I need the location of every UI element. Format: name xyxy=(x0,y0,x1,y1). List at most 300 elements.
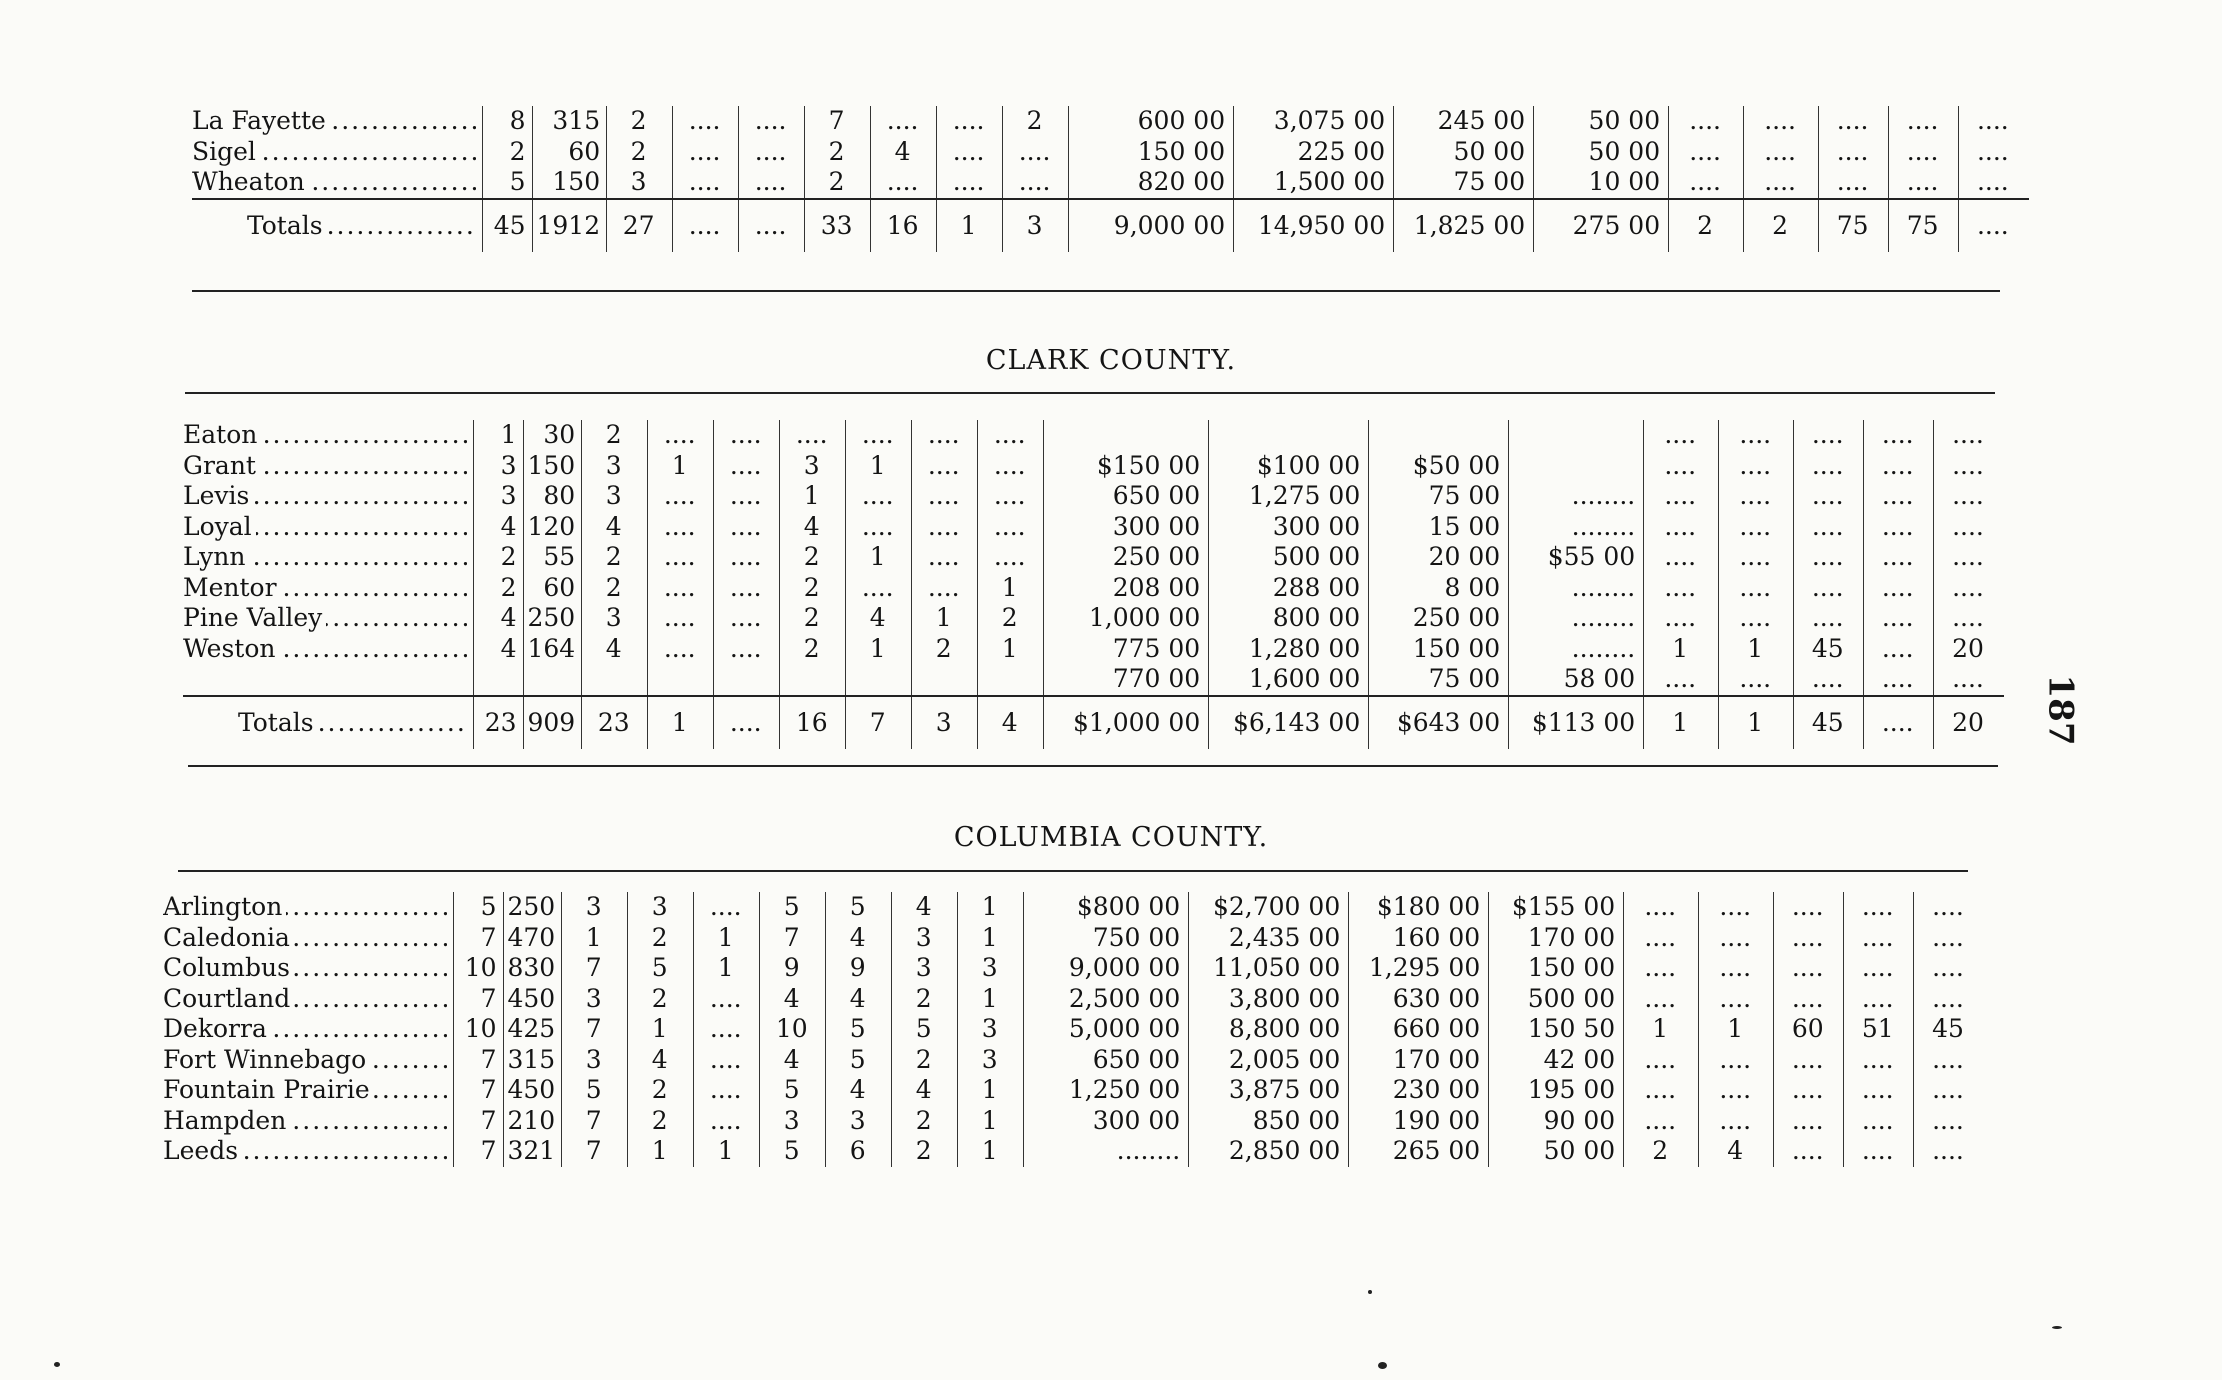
table-cell: .... xyxy=(1934,542,2004,573)
table-cell: 23 xyxy=(582,696,648,749)
table-cell: .... xyxy=(1699,984,1774,1015)
table-row xyxy=(183,542,2004,573)
table-row xyxy=(183,634,2004,665)
table-cell: .... xyxy=(648,512,714,543)
table-cell: .... xyxy=(1624,1106,1699,1137)
table-cell: 1,500 00 xyxy=(1234,167,1394,199)
table-cell: .... xyxy=(714,481,780,512)
table-cell: .... xyxy=(1889,137,1959,168)
table-cell: 4 xyxy=(473,512,523,543)
table-cell: 1 xyxy=(1719,696,1794,749)
table-cell: 321 xyxy=(503,1136,562,1167)
table-cell: $100 00 xyxy=(1209,451,1369,482)
table-cell: 60 xyxy=(523,573,582,604)
table-cell: 5 xyxy=(760,1075,826,1106)
row-label: Caledonia xyxy=(163,923,294,952)
table-cell: 3 xyxy=(473,481,523,512)
table-cell: 170 00 xyxy=(1489,923,1624,954)
table-cell: .... xyxy=(1624,1045,1699,1076)
table-cell: .... xyxy=(648,420,714,451)
table-row xyxy=(183,603,2004,634)
table-cell: 75 00 xyxy=(1369,481,1509,512)
table-cell: 1 xyxy=(648,696,714,749)
columbia-county-heading: COLUMBIA COUNTY. xyxy=(953,822,1269,853)
table-cell: 4 xyxy=(628,1045,694,1076)
table-row xyxy=(163,1136,1984,1167)
table-cell: 2 xyxy=(582,542,648,573)
table-cell xyxy=(523,664,582,696)
table-cell: 150 00 xyxy=(1489,953,1624,984)
table-row xyxy=(163,984,1984,1015)
table-cell: .... xyxy=(937,137,1003,168)
table-cell: 830 xyxy=(503,953,562,984)
table-cell: .... xyxy=(1744,137,1819,168)
table-cell: 1 xyxy=(958,1075,1024,1106)
table-cell: .... xyxy=(1744,106,1819,137)
table-cell: 1 xyxy=(694,923,760,954)
table-cell xyxy=(846,664,912,696)
table-cell: .... xyxy=(1774,923,1844,954)
table-cell: 1,275 00 xyxy=(1209,481,1369,512)
table-cell xyxy=(780,664,846,696)
table-cell: .... xyxy=(1644,603,1719,634)
table-cell: 20 xyxy=(1934,696,2004,749)
table-cell: 45 xyxy=(482,199,532,252)
table-cell: 7 xyxy=(760,923,826,954)
table-cell: .... xyxy=(978,451,1044,482)
table-cell: 3 xyxy=(826,1106,892,1137)
table-cell: 5 xyxy=(482,167,532,199)
table-cell: 5 xyxy=(628,953,694,984)
table-cell: 2 xyxy=(805,137,871,168)
table-cell: 4 xyxy=(473,603,523,634)
table-cell: 2 xyxy=(607,106,673,137)
table-cell: .... xyxy=(1934,603,2004,634)
table-cell: 5 xyxy=(562,1075,628,1106)
table-cell: 500 00 xyxy=(1489,984,1624,1015)
table-cell: 300 00 xyxy=(1209,512,1369,543)
table-cell: 8 00 xyxy=(1369,573,1509,604)
table-row xyxy=(192,137,2029,168)
table-cell: .... xyxy=(1719,542,1794,573)
table-cell: .... xyxy=(648,634,714,665)
table-cell: .... xyxy=(1719,603,1794,634)
table-cell: 9,000 00 xyxy=(1069,199,1234,252)
table-cell: .... xyxy=(1719,451,1794,482)
table-cell: .... xyxy=(1699,1045,1774,1076)
table-cell: .... xyxy=(1819,106,1889,137)
table-cell: 45 xyxy=(1794,634,1864,665)
table-cell: 3 xyxy=(562,1045,628,1076)
table-cell: 23 xyxy=(473,696,523,749)
table-cell: 4 xyxy=(892,892,958,923)
table-cell: .... xyxy=(846,481,912,512)
table-cell: .... xyxy=(1719,664,1794,696)
table-cell: 3 xyxy=(582,481,648,512)
table-row xyxy=(192,167,2029,199)
table-cell: .... xyxy=(1699,1106,1774,1137)
table-cell: 450 xyxy=(503,984,562,1015)
table-cell: .... xyxy=(1864,634,1934,665)
table-cell: 60 xyxy=(1774,1014,1844,1045)
table-cell: 2 xyxy=(1003,106,1069,137)
table-cell: 600 00 xyxy=(1069,106,1234,137)
totals-row xyxy=(192,199,2029,252)
table-cell: .... xyxy=(1624,1075,1699,1106)
table-cell: 8 xyxy=(482,106,532,137)
table-cell: 9,000 00 xyxy=(1024,953,1189,984)
table-cell: .... xyxy=(912,420,978,451)
table-cell: .... xyxy=(912,573,978,604)
table-cell: 2,435 00 xyxy=(1189,923,1349,954)
scan-speck xyxy=(54,1362,60,1367)
table-cell: .... xyxy=(1914,984,1984,1015)
table-cell: 7 xyxy=(453,923,503,954)
table-row xyxy=(163,1075,1984,1106)
table-cell: 4 xyxy=(826,1075,892,1106)
table-cell: .... xyxy=(1003,167,1069,199)
table-cell: 150 00 xyxy=(1069,137,1234,168)
table-cell: 3 xyxy=(760,1106,826,1137)
table-cell: 2 xyxy=(1744,199,1819,252)
table-cell: 2 xyxy=(892,1136,958,1167)
table-cell: 4 xyxy=(826,923,892,954)
row-label: Arlington xyxy=(163,892,286,921)
table-cell: 7 xyxy=(453,984,503,1015)
table-cell: 1,600 00 xyxy=(1209,664,1369,696)
ledger-table xyxy=(163,892,1984,1167)
table-cell: $1,000 00 xyxy=(1044,696,1209,749)
table-cell: 10 xyxy=(453,953,503,984)
table-cell: 1 xyxy=(1624,1014,1699,1045)
table-cell: 2 xyxy=(780,634,846,665)
table-cell: 225 00 xyxy=(1234,137,1394,168)
table-cell: .... xyxy=(1644,512,1719,543)
table-cell: .... xyxy=(1864,696,1934,749)
table-cell: 7 xyxy=(805,106,871,137)
table-cell: 2 xyxy=(582,573,648,604)
table-cell: $50 00 xyxy=(1369,451,1509,482)
table-cell: 150 xyxy=(532,167,607,199)
table-cell: .... xyxy=(1864,451,1934,482)
table-cell: 3 xyxy=(912,696,978,749)
table-row xyxy=(183,420,2004,451)
table-cell: .... xyxy=(1624,953,1699,984)
table-cell: .... xyxy=(871,167,937,199)
table-cell: 5 xyxy=(453,892,503,923)
table-cell: 3 xyxy=(958,1014,1024,1045)
table-cell: .... xyxy=(673,137,739,168)
table-cell: 775 00 xyxy=(1044,634,1209,665)
table-cell: .... xyxy=(1934,420,2004,451)
table-cell: 2 xyxy=(607,137,673,168)
table-cell: 6 xyxy=(826,1136,892,1167)
table-cell: 1 xyxy=(846,451,912,482)
table-cell: 2 xyxy=(780,603,846,634)
table-cell: 1 xyxy=(1644,696,1719,749)
table-cell: 1 xyxy=(937,199,1003,252)
table-cell: 2,500 00 xyxy=(1024,984,1189,1015)
town-name xyxy=(163,1106,453,1137)
table-cell: .... xyxy=(739,137,805,168)
table-cell: 1 xyxy=(958,923,1024,954)
table-cell: .... xyxy=(1844,1075,1914,1106)
ledger-table xyxy=(183,420,2004,749)
table-cell: .... xyxy=(1794,664,1864,696)
table-cell: 4 xyxy=(473,634,523,665)
table-cell: 14,950 00 xyxy=(1234,199,1394,252)
table-cell: 1 xyxy=(1699,1014,1774,1045)
table-cell: .... xyxy=(673,199,739,252)
row-label: Loyal xyxy=(183,512,256,541)
table-cell: 20 00 xyxy=(1369,542,1509,573)
scan-speck xyxy=(1368,1290,1372,1294)
town-name xyxy=(163,1075,453,1106)
table-cell: .... xyxy=(1934,512,2004,543)
table-cell: .... xyxy=(1844,1106,1914,1137)
table-cell: .... xyxy=(714,542,780,573)
table-cell: .... xyxy=(846,420,912,451)
town-name xyxy=(183,664,473,696)
table-cell xyxy=(582,664,648,696)
table-cell xyxy=(912,664,978,696)
table-cell: .... xyxy=(1844,923,1914,954)
table-cell: .... xyxy=(1794,512,1864,543)
row-label: Fountain Prairie xyxy=(163,1075,374,1104)
row-label: Columbus xyxy=(163,953,294,982)
table-cell: 5 xyxy=(826,1014,892,1045)
table-cell: .... xyxy=(1644,481,1719,512)
table-cell: 210 xyxy=(503,1106,562,1137)
table-cell: 1 xyxy=(694,953,760,984)
clark-heading-rule xyxy=(185,392,1995,394)
table-cell: .... xyxy=(937,106,1003,137)
table-cell: 3 xyxy=(582,451,648,482)
table-cell: 630 00 xyxy=(1349,984,1489,1015)
table-cell: ........ xyxy=(1509,512,1644,543)
table-cell: 3 xyxy=(958,1045,1024,1076)
town-name xyxy=(183,512,473,543)
table-cell: 650 00 xyxy=(1024,1045,1189,1076)
table-cell: .... xyxy=(978,420,1044,451)
table-cell: 250 xyxy=(523,603,582,634)
table-cell: 1 xyxy=(978,573,1044,604)
table-cell: 2,005 00 xyxy=(1189,1045,1349,1076)
table-cell: .... xyxy=(739,199,805,252)
table-cell: 300 00 xyxy=(1024,1106,1189,1137)
table-cell xyxy=(1509,420,1644,451)
table-cell: 3 xyxy=(473,451,523,482)
table-cell: .... xyxy=(1644,451,1719,482)
table-cell: 5 xyxy=(760,1136,826,1167)
table-cell: .... xyxy=(694,1045,760,1076)
table-cell: .... xyxy=(1914,953,1984,984)
table-row xyxy=(163,1014,1984,1045)
table-cell: 7 xyxy=(846,696,912,749)
table-cell: 4 xyxy=(892,1075,958,1106)
table-cell: 7 xyxy=(562,953,628,984)
row-label: Hampden xyxy=(163,1106,290,1135)
table-cell: .... xyxy=(1934,664,2004,696)
table-cell: 1 xyxy=(846,542,912,573)
table-cell: 3 xyxy=(892,923,958,954)
table-cell: 58 00 xyxy=(1509,664,1644,696)
table-cell: 11,050 00 xyxy=(1189,953,1349,984)
table-cell: .... xyxy=(1624,923,1699,954)
table-cell: 1 xyxy=(562,923,628,954)
town-name xyxy=(192,137,482,168)
table-cell: 7 xyxy=(453,1045,503,1076)
table-cell: .... xyxy=(1003,137,1069,168)
table-cell: 50 00 xyxy=(1489,1136,1624,1167)
table-cell: .... xyxy=(1914,923,1984,954)
table-cell: 4 xyxy=(582,634,648,665)
table-cell xyxy=(1044,420,1209,451)
table-cell: .... xyxy=(1914,1106,1984,1137)
table-cell: .... xyxy=(1699,953,1774,984)
table-cell: ........ xyxy=(1509,634,1644,665)
table-cell: 5 xyxy=(826,1045,892,1076)
table-cell: 2 xyxy=(805,167,871,199)
table-cell: .... xyxy=(1794,603,1864,634)
table-cell: 45 xyxy=(1794,696,1864,749)
table-cell: $180 00 xyxy=(1349,892,1489,923)
table-cell: 3,875 00 xyxy=(1189,1075,1349,1106)
table-cell: 1,280 00 xyxy=(1209,634,1369,665)
table-cell: $113 00 xyxy=(1509,696,1644,749)
table-cell: 1 xyxy=(780,481,846,512)
table-cell: 42 00 xyxy=(1489,1045,1624,1076)
table-row xyxy=(183,573,2004,604)
row-label: Totals xyxy=(247,211,327,240)
town-name xyxy=(163,1045,453,1076)
table-cell: 208 00 xyxy=(1044,573,1209,604)
table-cell: .... xyxy=(1864,420,1934,451)
clark-county-table xyxy=(183,420,2004,749)
table-cell: .... xyxy=(846,573,912,604)
table-cell: .... xyxy=(694,1014,760,1045)
table-cell: .... xyxy=(978,481,1044,512)
row-label xyxy=(183,664,187,693)
table-row xyxy=(183,451,2004,482)
table-cell: .... xyxy=(1844,892,1914,923)
table-cell: 7 xyxy=(562,1136,628,1167)
row-label: Weston xyxy=(183,634,279,663)
table-cell: 245 00 xyxy=(1394,106,1534,137)
row-label: Totals xyxy=(238,708,318,737)
table-cell: 250 xyxy=(503,892,562,923)
table-cell: .... xyxy=(1774,953,1844,984)
table-cell: ........ xyxy=(1509,481,1644,512)
table-cell: 3,800 00 xyxy=(1189,984,1349,1015)
table-cell: 800 00 xyxy=(1209,603,1369,634)
table-cell: 2 xyxy=(582,420,648,451)
table-cell: .... xyxy=(978,512,1044,543)
table-cell xyxy=(1509,451,1644,482)
table-cell xyxy=(1369,420,1509,451)
table-cell: 1 xyxy=(628,1136,694,1167)
row-label: Lynn xyxy=(183,542,250,571)
table-cell: 3 xyxy=(1003,199,1069,252)
table-cell: .... xyxy=(648,603,714,634)
table-cell xyxy=(714,664,780,696)
clark-bottom-rule xyxy=(188,765,1998,767)
table-cell: .... xyxy=(1774,1106,1844,1137)
town-name xyxy=(192,106,482,137)
table-cell xyxy=(473,664,523,696)
table-cell: .... xyxy=(648,573,714,604)
table-cell: $800 00 xyxy=(1024,892,1189,923)
town-name xyxy=(183,603,473,634)
table-cell: 10 xyxy=(760,1014,826,1045)
table-cell: 1,295 00 xyxy=(1349,953,1489,984)
table-cell: 16 xyxy=(871,199,937,252)
table-cell: .... xyxy=(714,420,780,451)
table-cell: .... xyxy=(714,451,780,482)
table-cell: 75 00 xyxy=(1394,167,1534,199)
table-cell: .... xyxy=(1844,984,1914,1015)
table-cell: 2 xyxy=(628,923,694,954)
table-cell: .... xyxy=(1774,984,1844,1015)
table-cell: 1 xyxy=(958,984,1024,1015)
table-cell: 2 xyxy=(912,634,978,665)
table-cell: 50 00 xyxy=(1534,137,1669,168)
table-cell: 1 xyxy=(846,634,912,665)
table-cell: .... xyxy=(1934,481,2004,512)
table-cell: .... xyxy=(1774,1136,1844,1167)
table-cell: .... xyxy=(1719,573,1794,604)
table-cell: 2 xyxy=(473,573,523,604)
table-cell: .... xyxy=(1774,892,1844,923)
table-cell: .... xyxy=(673,167,739,199)
table-cell: 160 00 xyxy=(1349,923,1489,954)
table-cell xyxy=(1209,420,1369,451)
table-cell: 1 xyxy=(958,1106,1024,1137)
table-cell: 60 xyxy=(532,137,607,168)
table-cell: 1 xyxy=(648,451,714,482)
row-label: Dekorra xyxy=(163,1014,271,1043)
table-cell: 2 xyxy=(1624,1136,1699,1167)
table-cell: 850 00 xyxy=(1189,1106,1349,1137)
table-cell: .... xyxy=(1699,1075,1774,1106)
table-cell: 3 xyxy=(780,451,846,482)
table-row xyxy=(183,481,2004,512)
table-cell: 50 00 xyxy=(1534,106,1669,137)
totals-row xyxy=(183,696,2004,749)
columbia-heading-rule xyxy=(178,870,1968,872)
table-cell: 3 xyxy=(562,984,628,1015)
table-cell: 275 00 xyxy=(1534,199,1669,252)
table-cell: 30 xyxy=(523,420,582,451)
table-cell: .... xyxy=(1644,664,1719,696)
table-cell: 2 xyxy=(892,1045,958,1076)
row-label: La Fayette xyxy=(192,106,330,135)
table-cell: .... xyxy=(1624,892,1699,923)
table-cell: .... xyxy=(1864,512,1934,543)
table-cell: 7 xyxy=(453,1106,503,1137)
table-cell: ........ xyxy=(1509,603,1644,634)
table-cell: $6,143 00 xyxy=(1209,696,1369,749)
table-cell: 1 xyxy=(978,634,1044,665)
table-cell: 9 xyxy=(826,953,892,984)
table-cell: .... xyxy=(1719,481,1794,512)
table-cell: 265 00 xyxy=(1349,1136,1489,1167)
table-cell: 10 xyxy=(453,1014,503,1045)
table-cell: .... xyxy=(1959,167,2029,199)
table-cell: 2 xyxy=(780,542,846,573)
table-cell: 33 xyxy=(805,199,871,252)
table-cell: .... xyxy=(1864,542,1934,573)
